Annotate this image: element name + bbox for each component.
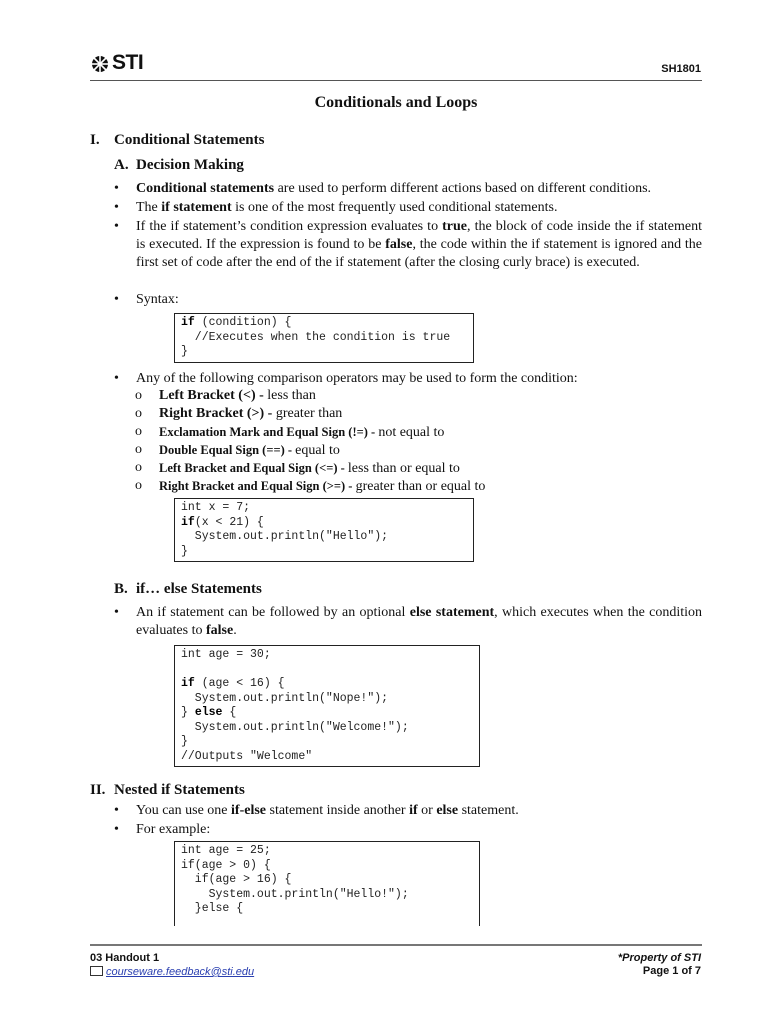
property-label: *Property of STI [617,952,701,964]
logo-text: STI [112,51,144,74]
feedback-email-link[interactable]: courseware.feedback@sti.edu [106,966,255,978]
code-line: } [181,735,188,748]
bold-term: if-else [231,803,266,818]
bold-term: if statement [161,200,232,215]
bullet-text: statement. [458,803,519,818]
list-item: • For example: [114,821,702,839]
bullet-text: is one of the most frequently used conditional statements. [231,200,558,215]
code-line: int x = 7; [181,501,251,514]
list-item: • Syntax: [114,291,702,309]
operator-desc: equal to [295,443,340,458]
section-title: Conditional Statements [114,132,265,148]
operator-name: Double Equal Sign (==) - [159,443,296,457]
operator-item: o Exclamation Mark and Equal Sign (!=) - not equal to [135,424,445,440]
operator-desc: not equal to [378,425,445,440]
code-block-example [174,498,474,562]
code-text: (age < 16) { [194,677,285,690]
operator-name: Exclamation Mark and Equal Sign (!=) - [159,425,379,439]
code-line: }else { [181,902,244,915]
subsection-number: B. [114,581,128,597]
bullet-text: , the block of code inside the if statement is executed. If the expression is found to be [136,219,703,252]
bullet-text: or [417,803,437,818]
bullet-text: , the code within the if statement is ignored and the first set of code after the end of the if statement (after the closing curly brace) is executed. [136,237,702,270]
code-line: } [181,544,188,558]
operator-item: o Right Bracket and Equal Sign (>=) - greater than or equal to [135,478,486,494]
code-line: } [181,345,188,358]
list-item: • An if statement can be followed by an optional else statement, which executes when the condition evaluates to false. [114,605,702,638]
list-item: • Any of the following comparison operators may be used to form the condition: [114,370,702,388]
code-line: int age = 25; [181,844,271,857]
bold-term: else [436,803,459,818]
bold-term: false [385,237,413,252]
subsection-heading-b [114,581,262,598]
code-line: //Executes when the condition is true [181,330,451,344]
code-text: { [222,706,237,719]
operator-name: Left Bracket (<) - [159,388,268,403]
list-item: • Conditional statements are used to perform different actions based on different conditions. [114,181,652,196]
section-number: I. [90,132,100,148]
code-block-nested [174,841,480,926]
keyword: if [181,677,195,690]
bullet-text: . [233,623,237,638]
operator-name: Right Bracket (>) - [159,406,276,421]
code-text: (x < 21) { [194,515,264,529]
section-heading-2 [90,782,245,799]
page-number: Page 1 of 7 [642,965,701,977]
syntax-label: Syntax: [136,292,179,307]
code-text: } [181,706,195,719]
operator-desc: greater than [275,406,343,421]
operator-item: o Double Equal Sign (==) - equal to [135,442,340,458]
bullet-text: are used to perform different actions based on different conditions. [274,181,652,196]
subsection-number: A. [114,157,129,173]
list-item: • You can use one if-else statement inside another if or else statement. [114,803,519,818]
handout-label: 03 Handout 1 [90,952,160,964]
bold-term: Conditional statements [136,181,275,196]
code-line: //Outputs "Welcome" [181,749,313,763]
bullet-text: , which executes when the condition evaluates to [136,605,702,638]
code-line: if(age > 0) { [181,858,271,872]
operator-desc: less than or equal to [347,461,460,476]
operator-item: o Left Bracket (<) - less than [135,388,316,403]
keyword: if [181,316,195,329]
section-heading-1 [90,132,264,149]
code-line: System.out.println("Nope!"); [181,691,389,705]
page-title: Conditionals and Loops [314,94,478,111]
subsection-heading-a [114,157,244,174]
bullet-text: statement inside another [266,803,410,818]
code-block-if-else [174,645,480,767]
bullet-text: An if statement can be followed by an optional [136,605,410,620]
subsection-title: if… else Statements [136,581,262,597]
bold-term: else statement [409,605,495,620]
operator-name: Right Bracket and Equal Sign (>=) - [159,479,356,493]
bullet-text: If the if statement’s condition expression evaluates to [136,219,443,234]
header-divider [90,80,702,81]
keyword: else [194,706,223,719]
operator-desc: greater than or equal to [355,479,486,494]
footer-divider [90,944,702,946]
operator-item: o Left Bracket and Equal Sign (<=) - less than or equal to [135,460,460,476]
operators-intro: Any of the following comparison operators may be used to form the condition: [136,371,578,386]
section-title: Nested if Statements [114,782,245,798]
list-item: • The if statement is one of the most frequently used conditional statements. [114,200,558,215]
subsection-title: Decision Making [136,157,244,173]
document-id: SH1801 [661,63,701,75]
bold-term: true [442,219,468,234]
mail-icon [90,966,103,976]
code-text: (condition) { [194,316,292,329]
section-number: II. [90,782,106,798]
bold-term: if [409,803,418,818]
keyword: if [181,515,195,529]
code-line: int age = 30; [181,648,271,661]
bullet-text: The [136,200,162,215]
operator-name: Left Bracket and Equal Sign (<=) - [159,461,348,475]
code-line: System.out.println("Welcome!"); [181,720,409,734]
footer-email [90,965,254,978]
operator-desc: less than [267,388,316,403]
operator-item: o Right Bracket (>) - greater than [135,406,343,421]
bullet-text: For example: [136,822,211,837]
code-line: if(age > 16) { [181,873,292,886]
bold-term: false [205,623,234,638]
list-item: • If the if statement’s condition expression evaluates to true, the block of code inside the if statement is executed. If the expression is found to be false, the code within the if statement is ignored and the first set of code after the end of the if statement (after the closing curly brace) is executed. [114,219,703,270]
bullet-text: You can use one [136,803,232,818]
code-line: System.out.println("Hello!"); [181,887,409,901]
code-line: System.out.println("Hello"); [181,530,389,543]
code-block-syntax [174,313,474,363]
